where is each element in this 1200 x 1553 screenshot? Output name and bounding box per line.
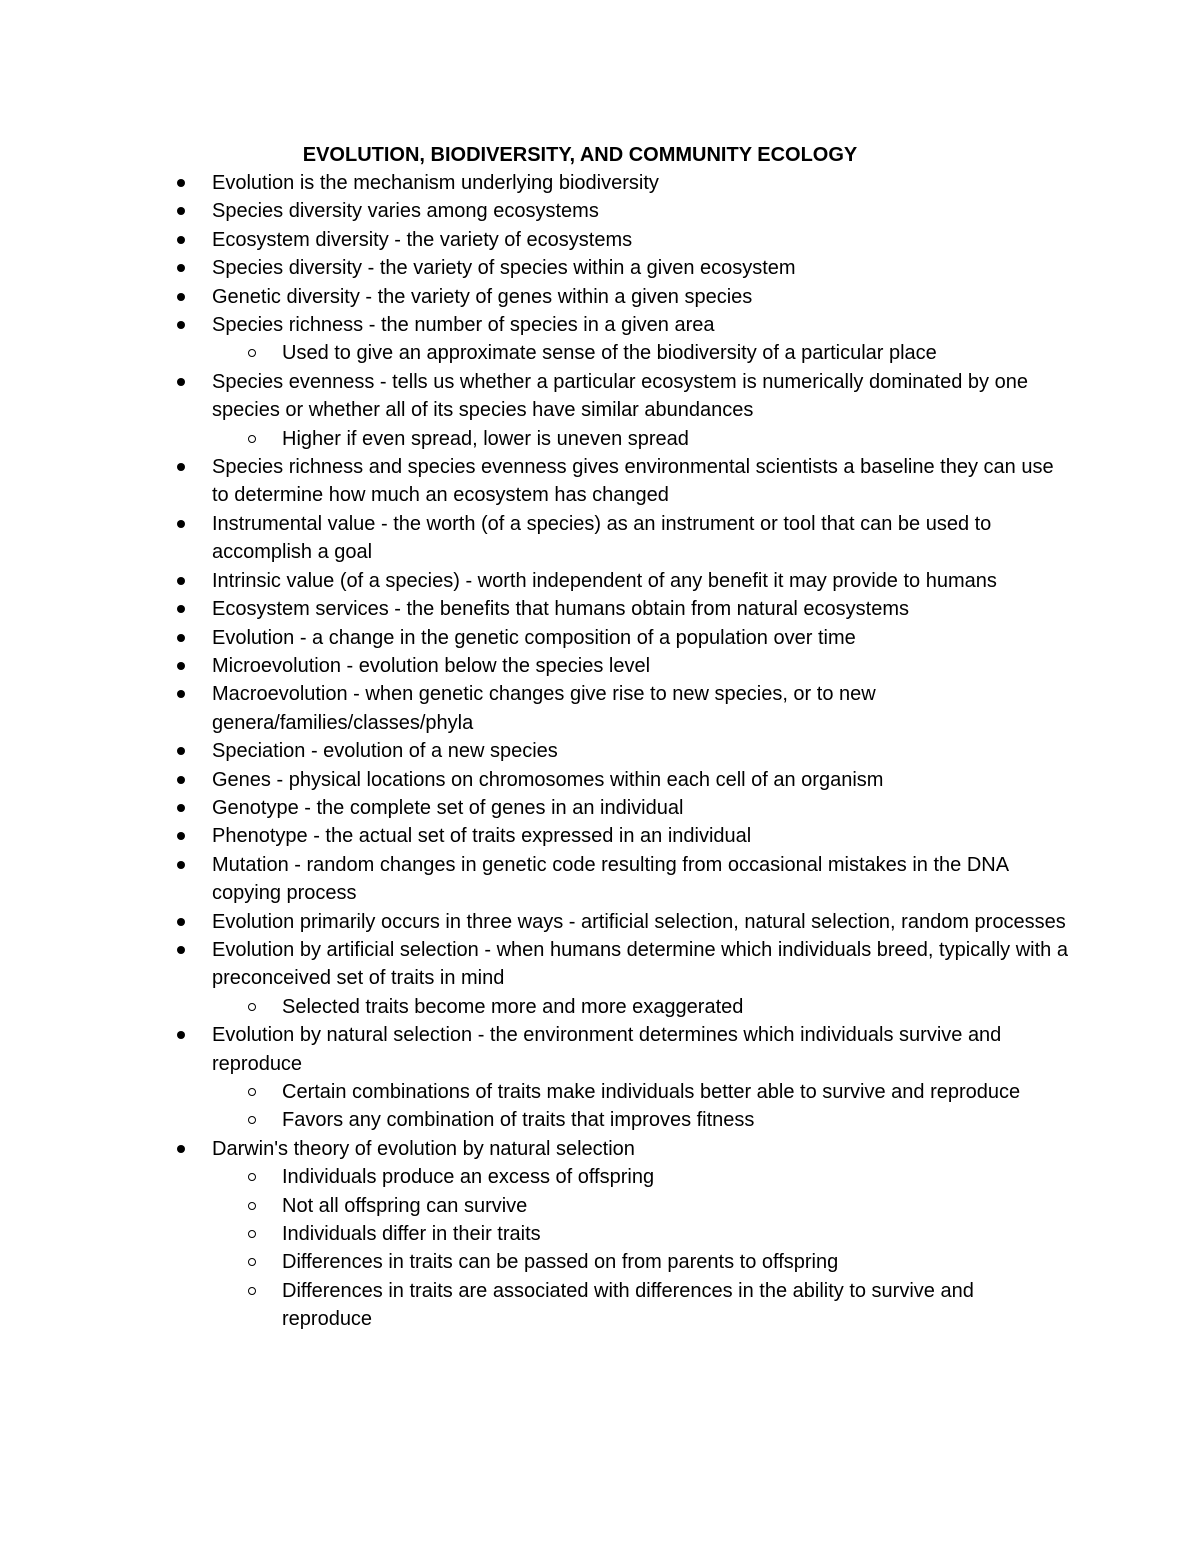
bullet-item: Ecosystem diversity - the variety of ecosystems: [0, 226, 1072, 254]
sub-bullet-item: Not all offspring can survive: [0, 1192, 1042, 1220]
bullet-item: Species diversity varies among ecosystems: [0, 197, 1072, 225]
bullet-item: Evolution primarily occurs in three ways - artificial selection, natural selection, random processes: [0, 908, 1072, 936]
bullet-item: Phenotype - the actual set of traits expressed in an individual: [0, 822, 1072, 850]
sub-bullet-item: Differences in traits can be passed on from parents to offspring: [0, 1248, 1042, 1276]
bullet-item: Instrumental value - the worth (of a species) as an instrument or tool that can be used to accomplish a goal: [0, 510, 1072, 567]
document-title: EVOLUTION, BIODIVERSITY, AND COMMUNITY ECOLOGY: [302, 144, 858, 166]
bullet-item: Evolution by natural selection - the environment determines which individuals survive and reproduce: [0, 1021, 1072, 1078]
sub-bullet-item: Differences in traits are associated with differences in the ability to survive and reproduce: [0, 1277, 1042, 1334]
sub-bullet-item: Used to give an approximate sense of the biodiversity of a particular place: [0, 339, 1042, 367]
bullet-list: [0, 169, 1200, 1334]
bullet-item: Speciation - evolution of a new species: [0, 737, 1072, 765]
bullet-item: Microevolution - evolution below the species level: [0, 652, 1072, 680]
sub-bullet-item: Individuals produce an excess of offspring: [0, 1163, 1042, 1191]
bullet-item: Genetic diversity - the variety of genes within a given species: [0, 283, 1072, 311]
sub-bullet-item: Individuals differ in their traits: [0, 1220, 1042, 1248]
sub-bullet-item: Certain combinations of traits make individuals better able to survive and reproduce: [0, 1078, 1042, 1106]
bullet-item: Species evenness - tells us whether a particular ecosystem is numerically dominated by one species or whether all of its species have similar abundances: [0, 368, 1072, 425]
bullet-item: Evolution is the mechanism underlying biodiversity: [0, 169, 1072, 197]
bullet-item: Species richness - the number of species in a given area: [0, 311, 1072, 339]
bullet-item: Evolution by artificial selection - when humans determine which individuals breed, typically with a preconceived set of traits in mind: [0, 936, 1072, 993]
bullet-item: Genotype - the complete set of genes in an individual: [0, 794, 1072, 822]
bullet-item: Species diversity - the variety of species within a given ecosystem: [0, 254, 1072, 282]
bullet-item: Mutation - random changes in genetic code resulting from occasional mistakes in the DNA copying process: [0, 851, 1072, 908]
sub-bullet-item: Selected traits become more and more exaggerated: [0, 993, 1042, 1021]
bullet-item: Evolution - a change in the genetic composition of a population over time: [0, 624, 1072, 652]
bullet-item: Darwin's theory of evolution by natural selection: [0, 1135, 1072, 1163]
bullet-item: Ecosystem services - the benefits that humans obtain from natural ecosystems: [0, 595, 1072, 623]
bullet-item: Macroevolution - when genetic changes give rise to new species, or to new genera/families/classes/phyla: [0, 680, 1072, 737]
sub-bullet-item: Favors any combination of traits that improves fitness: [0, 1106, 1042, 1134]
bullet-item: Genes - physical locations on chromosomes within each cell of an organism: [0, 766, 1072, 794]
bullet-item: Species richness and species evenness gives environmental scientists a baseline they can use to determine how much an ecosystem has changed: [0, 453, 1072, 510]
bullet-item: Intrinsic value (of a species) - worth independent of any benefit it may provide to humans: [0, 567, 1072, 595]
sub-bullet-item: Higher if even spread, lower is uneven spread: [0, 425, 1042, 453]
